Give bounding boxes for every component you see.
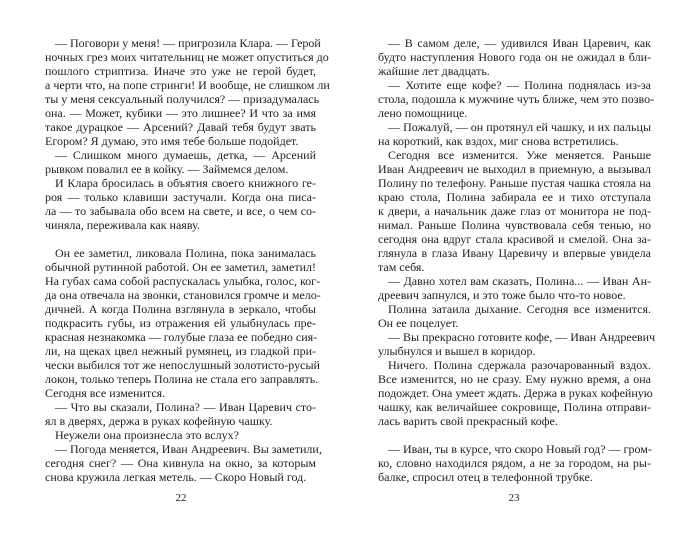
- paragraph: [378, 330, 656, 358]
- paragraph: [45, 148, 316, 176]
- text-line: будто наступления Нового года он не ожидал в бли-: [378, 50, 651, 64]
- text-line: Ничего. Полина сдержала разочарованный вздох.: [388, 358, 651, 372]
- paragraph: [378, 78, 655, 120]
- left-page-text: [45, 36, 330, 484]
- text-line: — Слишком много думаешь, детка, — Арсений: [55, 148, 316, 162]
- text-line: Он ее поцелует.: [378, 316, 459, 330]
- scene-break: [45, 232, 316, 246]
- text-line: ял в дверях, держа в руках кофейную чашку.: [45, 414, 273, 428]
- text-line: краю стола, Полина забирала ее и тихо отступала: [378, 190, 651, 204]
- text-line: подкрасить губы, из отражения ей улыбнулась пре-: [45, 316, 316, 330]
- text-line: Он ее заметил, ликовала Полина, пока занималась: [55, 246, 316, 260]
- text-line: Сегодня все изменится.: [45, 386, 166, 400]
- text-line: лено помощнице.: [378, 106, 468, 120]
- paragraph: [45, 176, 316, 232]
- paragraph: [378, 358, 651, 428]
- text-line: Иван Андреевич не выходил в приемную, а вызывал: [378, 162, 651, 176]
- text-line: улыбнулся и вышел в коридор.: [378, 344, 536, 358]
- right-page-text: [378, 36, 656, 484]
- text-line: снова кружила легкая метель. — Скоро Новый год.: [45, 470, 307, 484]
- paragraph: [378, 36, 651, 78]
- text-line: На губах сама собой распускалась улыбка, голос, ког-: [45, 274, 321, 288]
- paragraph: [45, 428, 316, 442]
- text-line: лась варить свой прекрасный кофе.: [378, 414, 558, 428]
- text-line: рывком повалил ее в койку. — Займемся делом.: [45, 162, 289, 176]
- text-line: пошлого стриптиза. Иначе это уже не герой будет,: [45, 64, 316, 78]
- text-line: чески выбился тот же непослушный золотисто-русый: [45, 358, 320, 372]
- paragraph: [45, 246, 321, 400]
- text-line: да она отвечала на звонки, становился громче и мело-: [45, 288, 321, 302]
- text-line: жайшие лет двадцать.: [378, 64, 490, 78]
- text-line: подождет. Она умеет ждать. Держа в руках кофейную: [378, 386, 653, 400]
- text-line: ла — то забывала обо всем на свете, и все, о чем со-: [45, 204, 316, 218]
- text-line: — Давно хотел вам сказать, Полина... — Иван Ан-: [388, 274, 651, 288]
- text-line: Егором? Я думаю, это имя тебе больше подойдет.: [45, 134, 299, 148]
- text-line: Сегодня все изменится. Уже меняется. Раньше: [388, 148, 651, 162]
- text-line: — Погода меняется, Иван Андреевич. Вы заметили,: [55, 442, 322, 456]
- text-line: сегодня она вдруг стала красивой и смелой. Она за-: [378, 232, 651, 246]
- text-line: Неужели она произнесла это вслух?: [55, 428, 239, 442]
- text-line: сегодня снег? — Она кивнула на окно, за которым: [45, 456, 316, 470]
- text-line: — Поговори у меня! — пригрозила Клара. — Герой: [55, 36, 321, 50]
- scene-break: [378, 428, 651, 442]
- text-line: Полину по телефону. Раньше пустая чашка стояла на: [378, 176, 651, 190]
- paragraph: [45, 400, 316, 428]
- text-line: ты у меня сексуальный получился? — призадумалась: [45, 92, 320, 106]
- text-line: она. — Может, кубики — это лишнее? И что за имя: [45, 106, 316, 120]
- paragraph: [45, 442, 322, 484]
- text-line: — Хотите еще кофе? — Полина поднялась из-за: [388, 78, 651, 92]
- text-line: локон, только теперь Полина не стала его заправлять.: [45, 372, 319, 386]
- text-line: ночных грез моих читательниц не может опуститься до: [45, 50, 329, 64]
- text-line: И Клара бросилась в объятия своего книжного ге-: [55, 176, 316, 190]
- paragraph: [45, 36, 330, 148]
- text-line: стола, подошла к мужчине чуть ближе, чем это позво-: [378, 92, 655, 106]
- paragraph: [378, 148, 651, 274]
- text-line: роя — только клавиши застучали. Когда она писа-: [45, 190, 316, 204]
- text-line: дреевич запнулся, и это тоже было что-то новое.: [378, 288, 626, 302]
- paragraph: [378, 302, 651, 330]
- text-line: такое дурацкое — Арсений? Давай тебя будут звать: [45, 120, 316, 134]
- text-line: а черти что, на попе стринги! И вообще, не слишком ли: [45, 78, 330, 92]
- text-line: обычной рутинной работой. Он ее заметил, заметил!: [45, 260, 316, 274]
- text-line: — В самом деле, — удивился Иван Царевич, как: [388, 36, 651, 50]
- text-line: чашку, как величайшее сокровище, Полина отправи-: [378, 400, 651, 414]
- text-line: — Пожалуй, — он протянул ей чашку, и их пальцы: [388, 120, 651, 134]
- text-line: нимал. Раньше Полина чувствовала себя тенью, но: [378, 218, 651, 232]
- text-line: ко, словно находился рядом, а не за городом, на ры-: [378, 456, 651, 470]
- text-line: ли, на щеках цвел нежный румянец, из гладкой при-: [45, 344, 316, 358]
- text-line: к двери, а начальник даже глаз от монитора не под-: [378, 204, 651, 218]
- paragraph: [378, 120, 651, 148]
- text-line: глянула в глаза Ивану Царевичу и впервые увидела: [378, 246, 651, 260]
- paragraph: [378, 274, 651, 302]
- text-line: — Что вы сказали, Полина? — Иван Царевич сто-: [55, 400, 316, 414]
- paragraph: [378, 442, 651, 484]
- text-line: балке, спросил отец в телефонной трубке.: [378, 470, 593, 484]
- text-line: дичней. А когда Полина взглянула в зеркало, чтобы: [45, 302, 316, 316]
- text-line: — Иван, ты в курсе, что скоро Новый год? — гром-: [388, 442, 652, 456]
- page-number-left: 22: [175, 492, 187, 504]
- page-number-right: 23: [508, 492, 520, 504]
- text-line: на короткий, как вздох, миг снова встретились.: [378, 134, 619, 148]
- text-line: Полина затаила дыхание. Сегодня все изменится.: [388, 302, 651, 316]
- text-line: — Вы прекрасно готовите кофе, — Иван Андреевич: [388, 330, 656, 344]
- text-line: чиняла, переживала как наяву.: [45, 218, 200, 232]
- text-line: Все изменится, но не сразу. Ему нужно время, а она: [378, 372, 651, 386]
- text-line: красная незнакомка — голубые глаза ее победно сия-: [45, 330, 318, 344]
- text-line: там себя.: [378, 260, 425, 274]
